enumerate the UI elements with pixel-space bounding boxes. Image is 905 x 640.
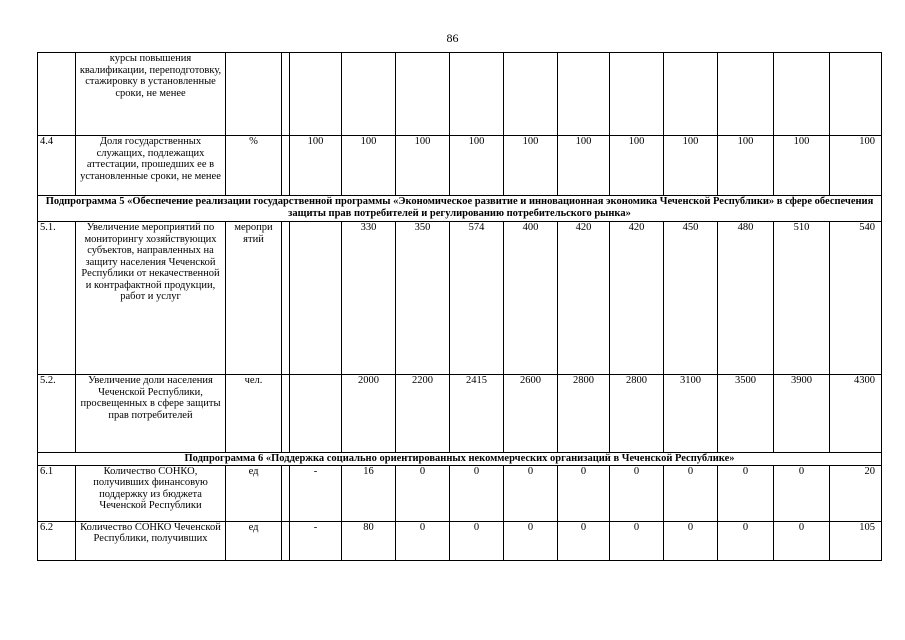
- indicator-value: 540: [830, 222, 882, 375]
- indicator-row: [38, 375, 882, 453]
- indicator-value: 3100: [664, 375, 718, 453]
- indicator-value: [290, 53, 342, 136]
- indicator-value: [396, 53, 450, 136]
- indicator-value: 2800: [610, 375, 664, 453]
- indicator-value: 100: [610, 136, 664, 196]
- indicator-value: 80: [342, 521, 396, 560]
- indicator-value: 420: [558, 222, 610, 375]
- indicator-number: 5.2.: [38, 375, 76, 453]
- subprogram-title: Подпрограмма 6 «Поддержка социально ориентированных некоммерческих организаций в Чеченской Республике»: [38, 453, 882, 466]
- indicator-value: [558, 53, 610, 136]
- indicator-unit: меропри ятий: [226, 222, 282, 375]
- indicator-value: 0: [774, 521, 830, 560]
- subprogram-title: Подпрограмма 5 «Обеспечение реализации государственной программы «Экономическое развитие и инновационная экономика Чеченской Республики» в сфере обеспечения защиты прав потребителей и регулированию потребительского рынка»: [38, 196, 882, 222]
- indicator-row: [38, 465, 882, 521]
- indicator-value: [718, 53, 774, 136]
- indicator-name: Количество СОНКО Чеченской Республики, получивших: [76, 521, 226, 560]
- indicator-value: 0: [774, 465, 830, 521]
- indicator-value: 0: [396, 521, 450, 560]
- indicator-value: 100: [290, 136, 342, 196]
- indicator-unit: чел.: [226, 375, 282, 453]
- indicator-name: Количество СОНКО, получивших финансовую поддержку из бюджета Чеченской Республики: [76, 465, 226, 521]
- indicator-value: 480: [718, 222, 774, 375]
- indicator-value: 0: [396, 465, 450, 521]
- indicator-name: Доля государственных служащих, подлежащих аттестации, прошедших ее в установленные сроки, не менее: [76, 136, 226, 196]
- indicator-value: [504, 53, 558, 136]
- indicator-value: 20: [830, 465, 882, 521]
- indicator-value: 0: [504, 465, 558, 521]
- indicator-value: 574: [450, 222, 504, 375]
- indicator-value: [610, 53, 664, 136]
- indicator-value: 0: [664, 521, 718, 560]
- indicator-value: 2600: [504, 375, 558, 453]
- indicator-value: [830, 53, 882, 136]
- indicator-value: 2200: [396, 375, 450, 453]
- indicator-value: 0: [718, 521, 774, 560]
- indicator-value: 100: [504, 136, 558, 196]
- indicator-number: [38, 53, 76, 136]
- indicator-value: 510: [774, 222, 830, 375]
- indicator-value: [282, 465, 290, 521]
- indicators-table: [37, 52, 882, 561]
- indicator-value: 0: [558, 465, 610, 521]
- indicator-value: [282, 53, 290, 136]
- indicator-value: 0: [718, 465, 774, 521]
- indicator-value: 400: [504, 222, 558, 375]
- indicator-row: [38, 53, 882, 136]
- indicator-value: 0: [610, 465, 664, 521]
- indicator-value: 100: [450, 136, 504, 196]
- indicator-value: 420: [610, 222, 664, 375]
- page-number: 86: [446, 31, 459, 45]
- indicator-value: 0: [558, 521, 610, 560]
- indicator-value: 105: [830, 521, 882, 560]
- indicator-value: 2800: [558, 375, 610, 453]
- indicator-value: -: [290, 521, 342, 560]
- indicator-value: [450, 53, 504, 136]
- indicator-value: 100: [830, 136, 882, 196]
- indicator-value: [282, 136, 290, 196]
- indicator-value: -: [290, 465, 342, 521]
- indicator-value: [282, 521, 290, 560]
- indicator-row: [38, 222, 882, 375]
- indicator-value: [290, 222, 342, 375]
- subprogram-header-row: [38, 453, 882, 466]
- indicator-number: 6.1: [38, 465, 76, 521]
- indicator-row: [38, 136, 882, 196]
- indicator-value: [664, 53, 718, 136]
- indicator-unit: ед: [226, 521, 282, 560]
- indicator-number: 5.1.: [38, 222, 76, 375]
- indicator-value: 0: [450, 465, 504, 521]
- indicator-value: 2415: [450, 375, 504, 453]
- indicator-name: Увеличение доли населения Чеченской Республики, просвещенных в сфере защиты прав потребителей: [76, 375, 226, 453]
- indicator-value: 350: [396, 222, 450, 375]
- indicator-name: Увеличение мероприятий по мониторингу хозяйствующих субъектов, направленных на защиту населения Чеченской Республики от некачественной и контрафактной продукции, работ и услуг: [76, 222, 226, 375]
- indicator-name: курсы повышения квалификации, переподготовку, стажировку в установленные сроки, не менее: [76, 53, 226, 136]
- indicator-value: 100: [396, 136, 450, 196]
- indicator-value: [342, 53, 396, 136]
- indicator-value: 4300: [830, 375, 882, 453]
- subprogram-header-row: [38, 196, 882, 222]
- indicator-value: [290, 375, 342, 453]
- indicator-value: [282, 375, 290, 453]
- indicator-value: 100: [342, 136, 396, 196]
- indicator-unit: [226, 53, 282, 136]
- indicator-value: 100: [664, 136, 718, 196]
- indicator-number: 6.2: [38, 521, 76, 560]
- indicator-value: 2000: [342, 375, 396, 453]
- indicator-unit: %: [226, 136, 282, 196]
- indicator-value: 3900: [774, 375, 830, 453]
- indicator-value: 100: [718, 136, 774, 196]
- indicator-value: 100: [558, 136, 610, 196]
- indicator-value: 330: [342, 222, 396, 375]
- indicator-row: [38, 521, 882, 560]
- indicator-value: 0: [504, 521, 558, 560]
- indicator-value: 0: [610, 521, 664, 560]
- indicator-value: 3500: [718, 375, 774, 453]
- indicator-value: 0: [664, 465, 718, 521]
- indicator-value: [282, 222, 290, 375]
- indicator-value: 100: [774, 136, 830, 196]
- indicator-value: 0: [450, 521, 504, 560]
- indicator-unit: ед: [226, 465, 282, 521]
- indicator-value: 16: [342, 465, 396, 521]
- indicator-value: 450: [664, 222, 718, 375]
- indicator-value: [774, 53, 830, 136]
- indicator-number: 4.4: [38, 136, 76, 196]
